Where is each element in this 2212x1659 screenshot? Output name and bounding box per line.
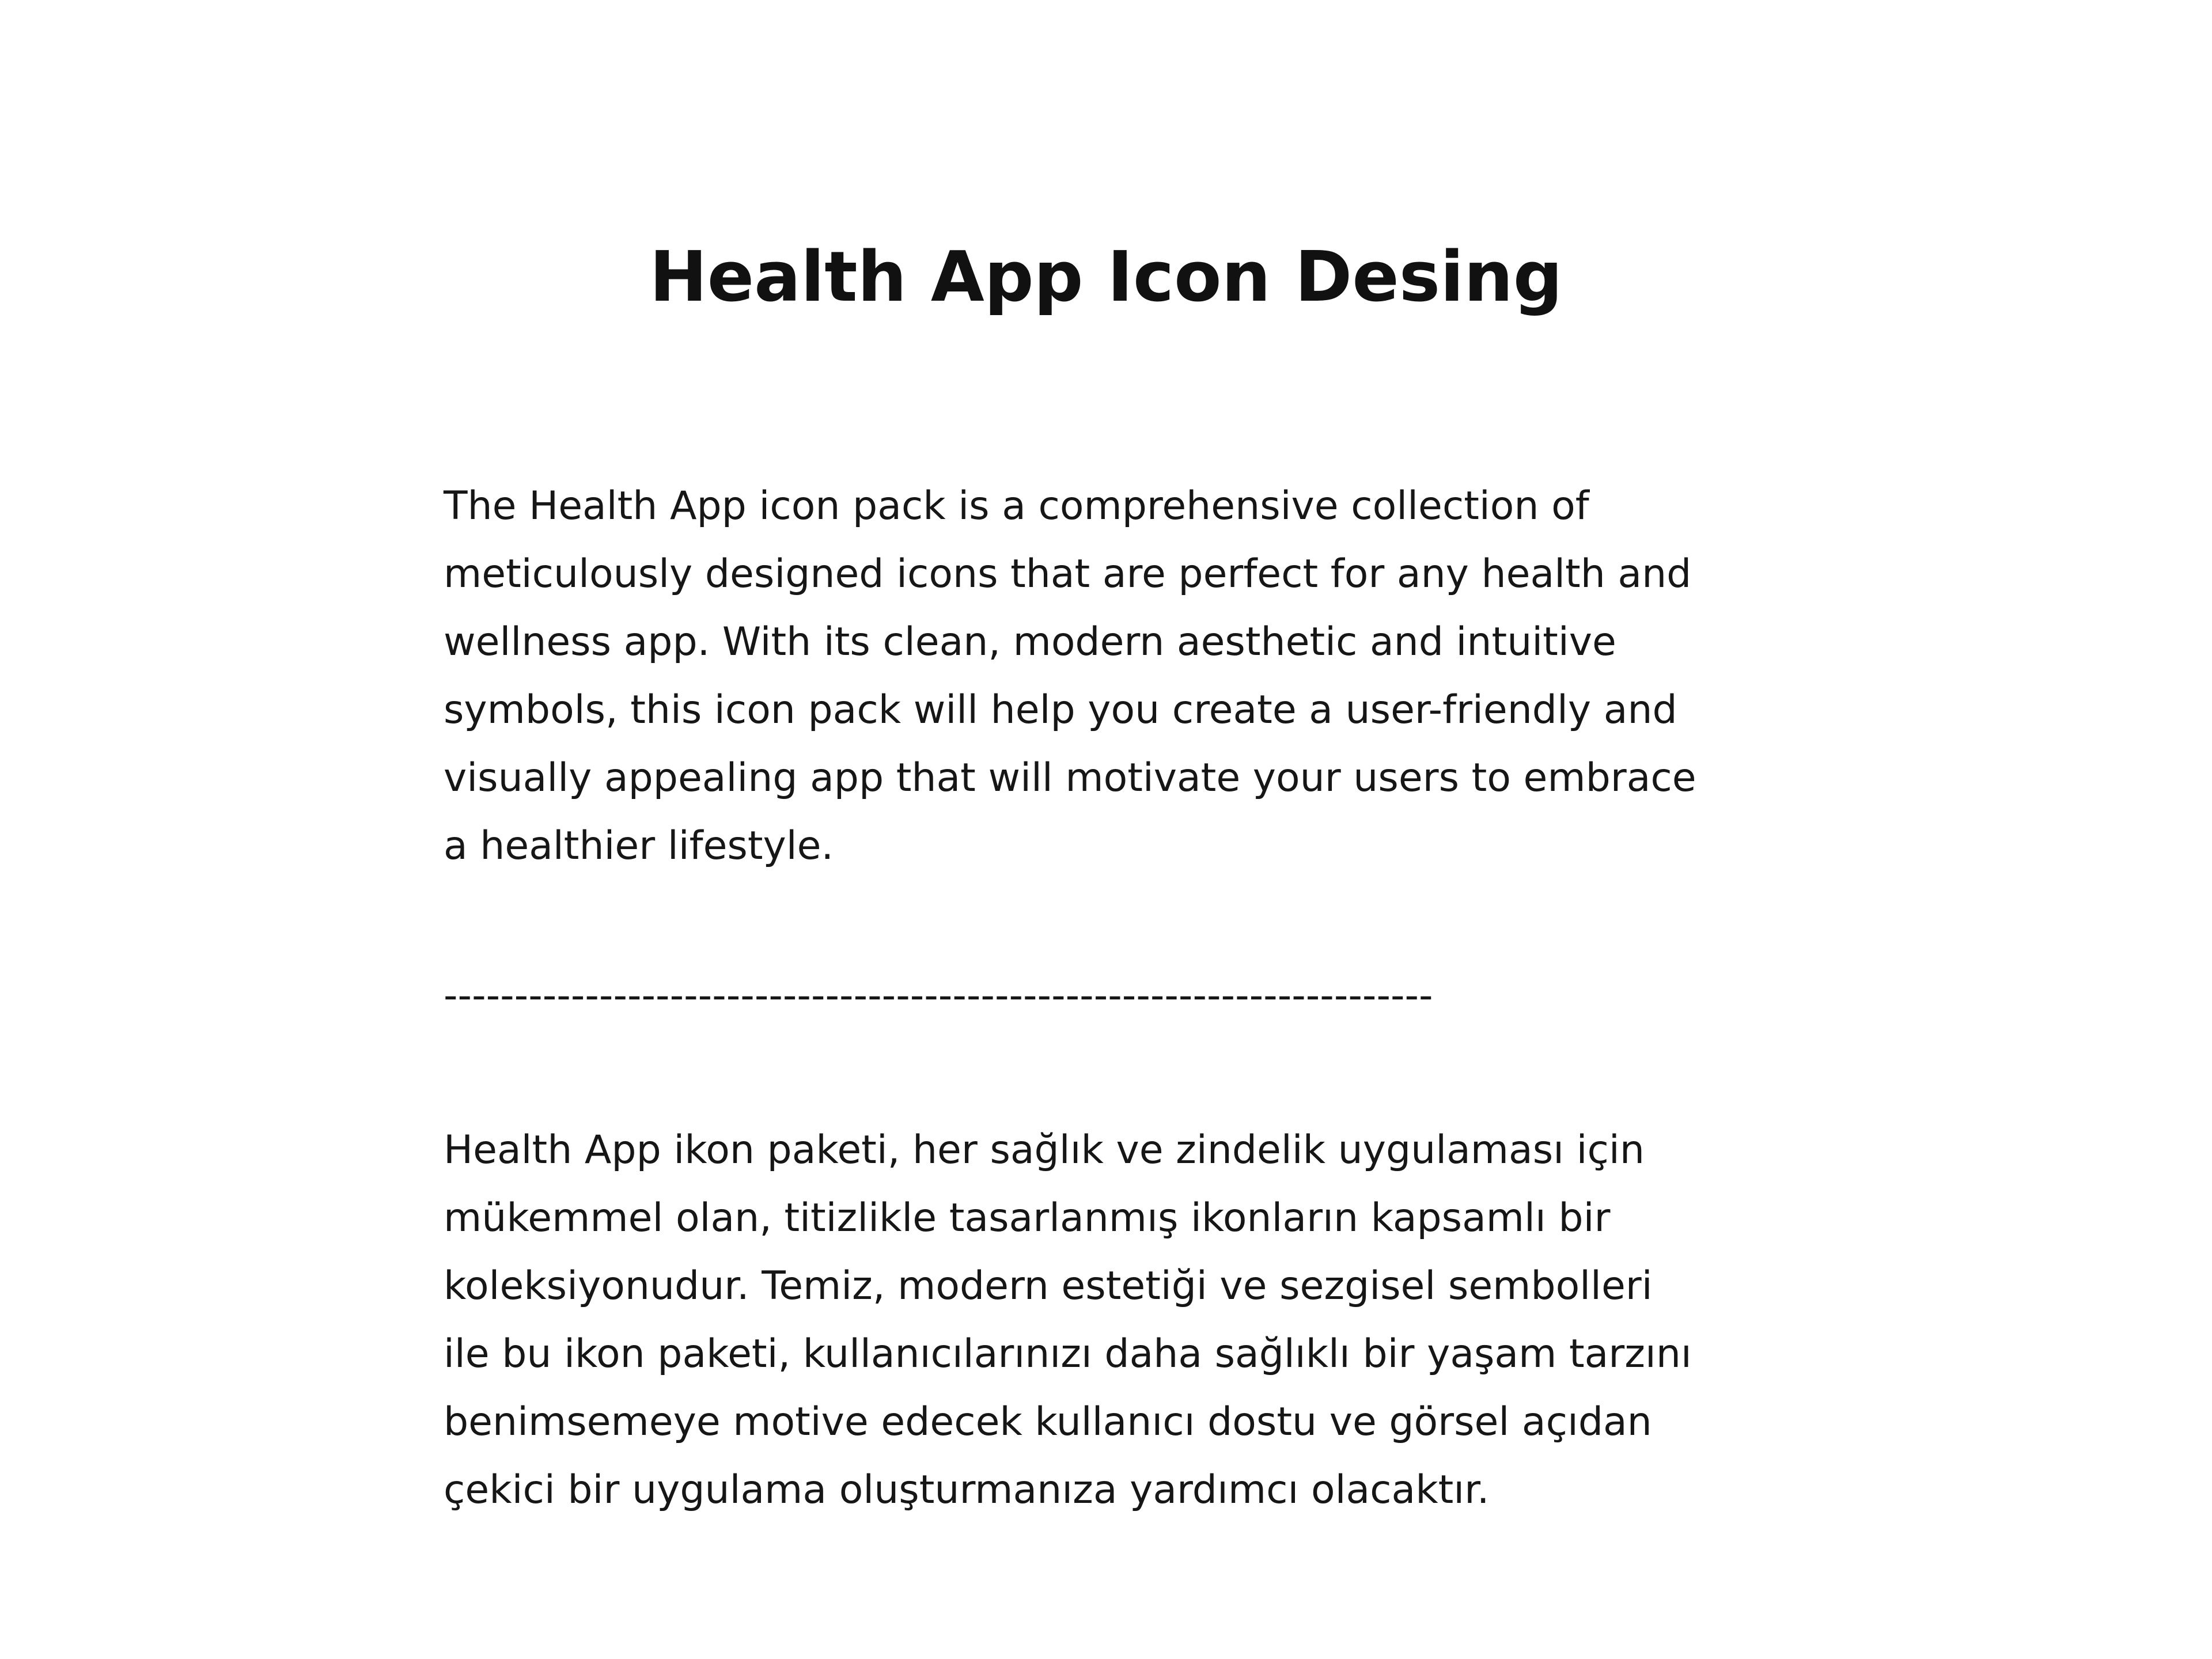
turkish-line-4: ile bu ikon paketi, kullanıcılarınızı daha sağlıklı bir yaşam tarzını [444, 1331, 1692, 1377]
section-divider: ---------------------------------------------------------------------- [444, 973, 1433, 1018]
turkish-line-5: benimsemeye motive edecek kullanıcı dostu ve görsel açıdan [444, 1399, 1652, 1445]
page-title: Health App Icon Desing [649, 237, 1563, 317]
english-line-1: The Health App icon pack is a comprehensive collection of [444, 483, 1589, 529]
english-line-3: wellness app. With its clean, modern aesthetic and intuitive [444, 619, 1616, 665]
turkish-line-6: çekici bir uygulama oluşturmanıza yardımcı olacaktır. [444, 1467, 1490, 1513]
turkish-line-2: mükemmel olan, titizlikle tasarlanmış ikonların kapsamlı bir [444, 1195, 1611, 1241]
english-line-5: visually appealing app that will motivate your users to embrace [444, 755, 1696, 801]
turkish-line-3: koleksiyonudur. Temiz, modern estetiği ve sezgisel sembolleri [444, 1263, 1653, 1309]
english-line-4: symbols, this icon pack will help you create a user-friendly and [444, 687, 1677, 733]
english-description [444, 472, 1780, 880]
english-line-2: meticulously designed icons that are perfect for any health and [444, 551, 1692, 597]
turkish-description [444, 1116, 1780, 1524]
english-line-6: a healthier lifestyle. [444, 823, 834, 869]
turkish-line-1: Health App ikon paketi, her sağlık ve zindelik uygulaması için [444, 1127, 1645, 1173]
